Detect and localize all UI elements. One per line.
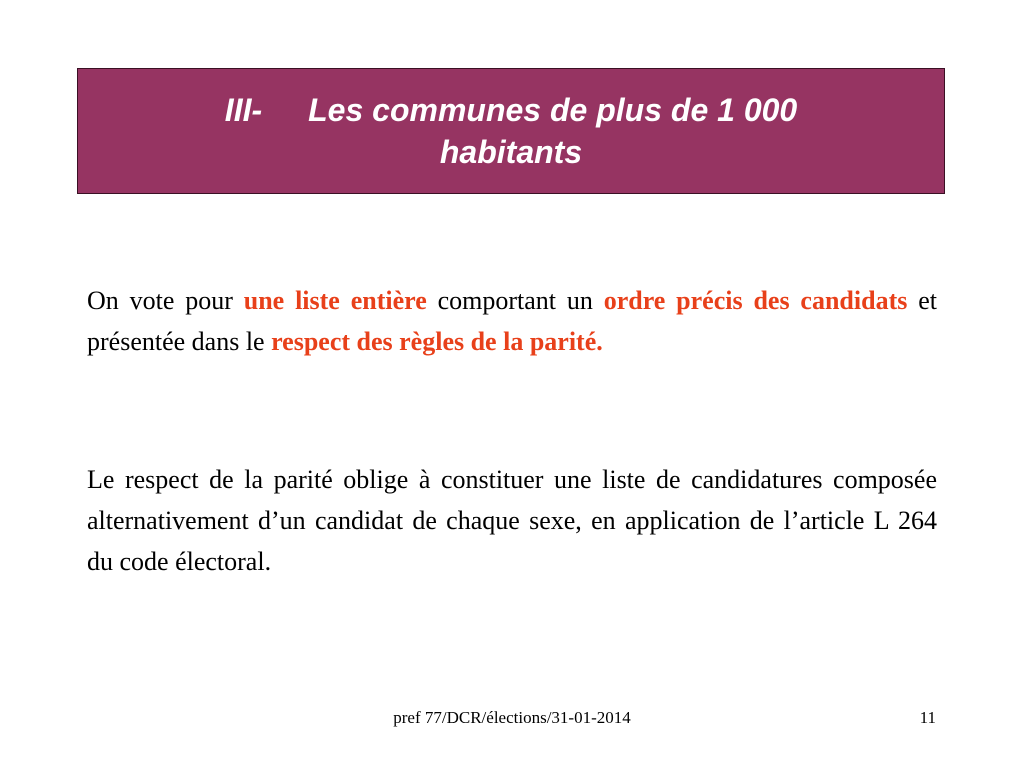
paragraph-text: On vote pour: [87, 286, 244, 315]
highlight-full-list: une liste entière: [243, 286, 427, 315]
title-text-line-2: habitants: [439, 134, 583, 170]
slide-title: [77, 68, 945, 194]
paragraph-parity-explanation: Le respect de la parité oblige à constituer une liste de candidatures composée alternativement d’un candidat de chaque sexe, en application de l’article L 264 du code électoral.: [87, 465, 937, 576]
title-text-line-1: Les communes de plus de 1 000: [308, 92, 798, 128]
footer-reference: pref 77/DCR/élections/31-01-2014: [393, 708, 631, 727]
highlight-parity-rules: respect des règles de la parité.: [271, 327, 603, 356]
page-number: 11: [919, 708, 936, 727]
title-line-1: [78, 89, 944, 131]
paragraph-vote-rule: [87, 280, 937, 362]
paragraph-text: et présentée dans le: [87, 286, 937, 356]
title-section-number: III-: [224, 92, 263, 128]
highlight-candidate-order: ordre précis des candidats: [603, 286, 908, 315]
paragraph-text: comportant un: [426, 286, 604, 315]
